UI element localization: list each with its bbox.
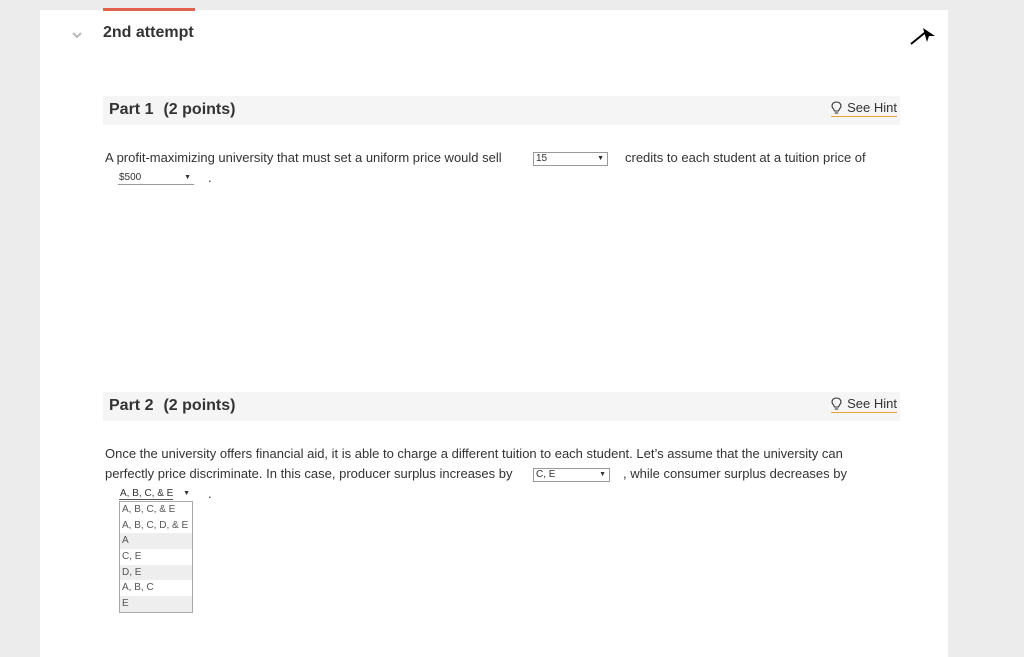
dropdown-option[interactable]: D, E (120, 565, 192, 581)
part1-period: . (208, 170, 212, 185)
part2-producer-surplus-value: C, E (536, 469, 556, 480)
part1-hint-label: See Hint (847, 100, 897, 115)
dropdown-option[interactable]: A, B, C, & E (122, 504, 176, 515)
part2-points: (2 points) (163, 397, 236, 414)
part1-credits-select[interactable] (533, 152, 608, 166)
part2-question-line1: Once the university offers financial aid, it is able to charge a different tuition to each student. Let’s assume that the university can (105, 446, 843, 461)
part1-price-value: $500 (119, 172, 142, 183)
part2-question-line2: perfectly price discriminate. In this case, producer surplus increases by (105, 466, 513, 481)
chevron-down-icon[interactable] (70, 28, 84, 42)
dropdown-option[interactable]: A (120, 533, 192, 549)
consumer-surplus-dropdown-list[interactable] (119, 501, 193, 613)
part1-header (103, 96, 900, 125)
attempt-title[interactable]: 2nd attempt (103, 24, 194, 41)
part1-see-hint-link[interactable] (831, 100, 897, 117)
part2-title (109, 397, 235, 415)
dropdown-arrow-icon: ▼ (183, 490, 190, 497)
dropdown-arrow-icon: ▼ (597, 155, 604, 162)
part1-credits-value: 15 (536, 153, 548, 164)
part1-question-text-2: credits to each student at a tuition price of (625, 150, 866, 165)
cursor-icon (908, 24, 940, 48)
part1-label: Part 1 (109, 101, 154, 118)
part2-period: . (208, 486, 212, 501)
part2-hint-label: See Hint (847, 396, 897, 411)
lightbulb-icon (831, 101, 842, 115)
lightbulb-icon (831, 397, 842, 411)
dropdown-arrow-icon: ▼ (184, 174, 191, 181)
part1-points: (2 points) (163, 101, 236, 118)
part2-consumer-surplus-value: A, B, C, & E (120, 488, 174, 499)
dropdown-option[interactable]: C, E (122, 551, 142, 563)
attempt-tab-underline (103, 8, 195, 11)
dropdown-option[interactable]: A, B, C (122, 582, 154, 594)
dropdown-arrow-icon: ▼ (599, 471, 606, 478)
part1-question-text: A profit-maximizing university that must set a uniform price would sell (105, 150, 502, 165)
part2-header (103, 392, 900, 421)
part1-price-select[interactable] (118, 172, 194, 185)
dropdown-option[interactable]: E (120, 596, 192, 612)
part2-see-hint-link[interactable] (831, 396, 897, 413)
dropdown-option[interactable]: A, B, C, D, & E (122, 519, 189, 531)
part2-consumer-surplus-select[interactable] (119, 487, 193, 500)
part1-title (109, 101, 235, 119)
part2-question-line2-end: , while consumer surplus decreases by (623, 466, 847, 481)
part2-producer-surplus-select[interactable] (533, 468, 610, 482)
part2-label: Part 2 (109, 397, 154, 414)
